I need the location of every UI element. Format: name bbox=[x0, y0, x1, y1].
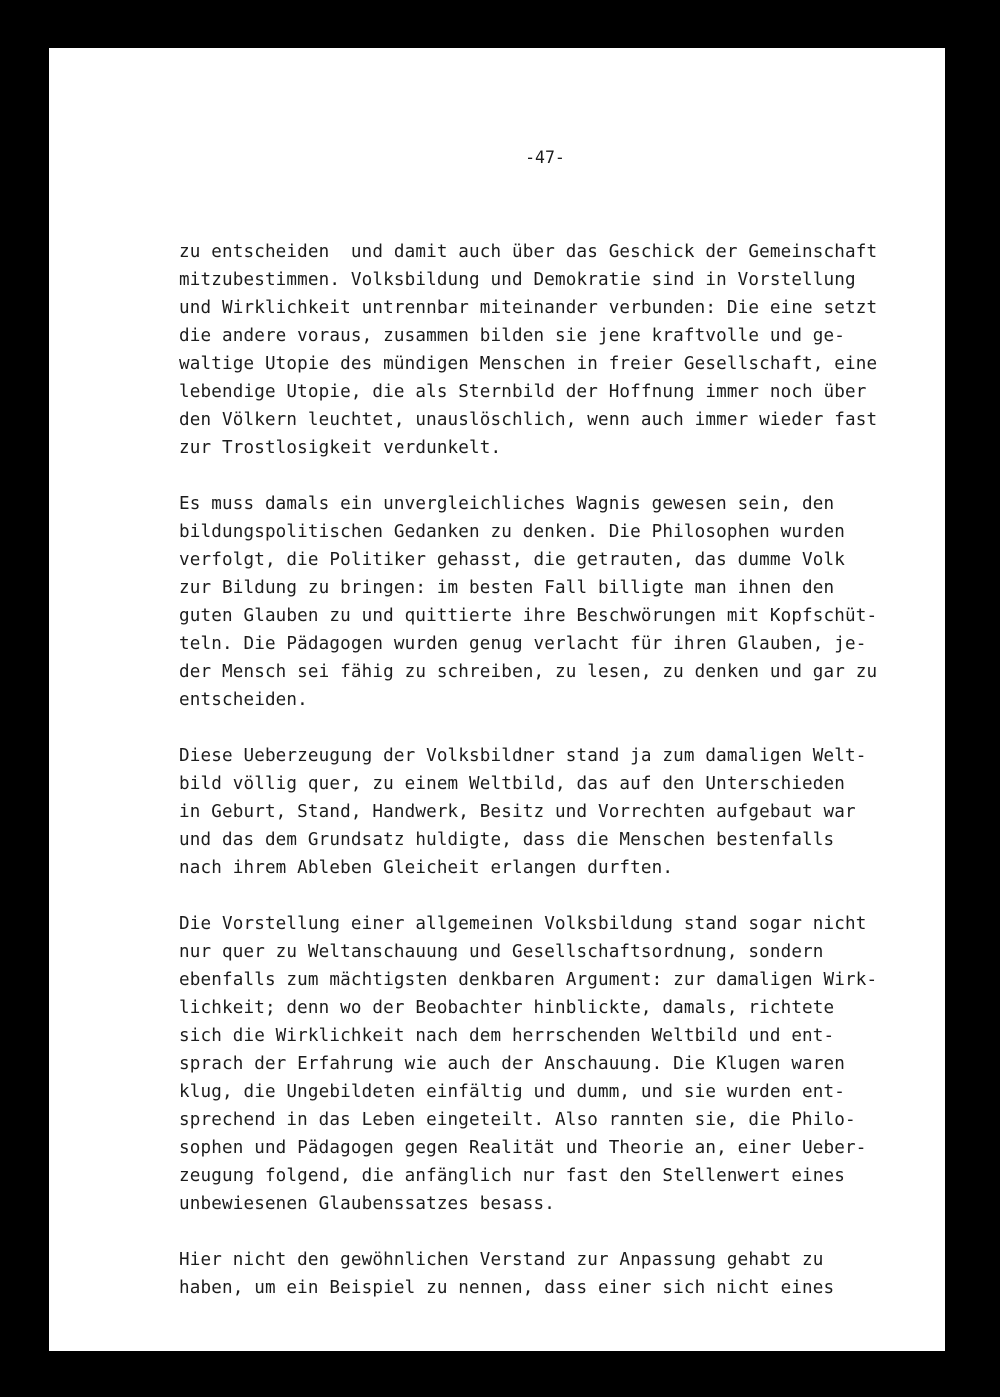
text-line: zur Bildung zu bringen: im besten Fall billigte man ihnen den bbox=[179, 578, 835, 598]
text-line: guten Glauben zu und quittierte ihre Beschwörungen mit Kopfschüt- bbox=[179, 606, 878, 626]
text-line: lichkeit; denn wo der Beobachter hinblickte, damals, richtete bbox=[179, 998, 835, 1018]
text-line: unbewiesenen Glaubenssatzes besass. bbox=[179, 1194, 555, 1214]
page-number-text: -47- bbox=[525, 148, 565, 167]
text-line: mitzubestimmen. Volksbildung und Demokratie sind in Vorstellung bbox=[179, 270, 856, 290]
text-line: zu entscheiden und damit auch über das Geschick der Gemeinschaft bbox=[179, 242, 878, 262]
body-text bbox=[179, 238, 877, 1302]
text-line: und Wirklichkeit untrennbar miteinander verbunden: Die eine setzt bbox=[179, 298, 878, 318]
text-line: Hier nicht den gewöhnlichen Verstand zur Anpassung gehabt zu bbox=[179, 1250, 824, 1270]
paragraph-gap bbox=[179, 882, 877, 910]
paragraph-gap bbox=[179, 462, 877, 490]
text-line: die andere voraus, zusammen bilden sie jene kraftvolle und ge- bbox=[179, 326, 846, 346]
text-line: teln. Die Pädagogen wurden genug verlacht für ihren Glauben, je- bbox=[179, 634, 867, 654]
text-line: und das dem Grundsatz huldigte, dass die Menschen bestenfalls bbox=[179, 830, 835, 850]
text-line: verfolgt, die Politiker gehasst, die getrauten, das dumme Volk bbox=[179, 550, 846, 570]
text-line: sprach der Erfahrung wie auch der Anschauung. Die Klugen waren bbox=[179, 1054, 846, 1074]
text-line: Diese Ueberzeugung der Volksbildner stand ja zum damaligen Welt- bbox=[179, 746, 867, 766]
paragraph bbox=[179, 1246, 877, 1302]
text-line: waltige Utopie des mündigen Menschen in freier Gesellschaft, eine bbox=[179, 354, 878, 374]
text-line: entscheiden. bbox=[179, 690, 308, 710]
paragraph-gap bbox=[179, 1218, 877, 1246]
paragraph bbox=[179, 910, 877, 1218]
page-number bbox=[49, 148, 945, 167]
text-line: der Mensch sei fähig zu schreiben, zu lesen, zu denken und gar zu bbox=[179, 662, 878, 682]
text-line: Die Vorstellung einer allgemeinen Volksbildung stand sogar nicht bbox=[179, 914, 867, 934]
text-line: sprechend in das Leben eingeteilt. Also rannten sie, die Philo- bbox=[179, 1110, 856, 1130]
text-line: bild völlig quer, zu einem Weltbild, das auf den Unterschieden bbox=[179, 774, 846, 794]
document-page bbox=[49, 48, 945, 1351]
paragraph bbox=[179, 238, 877, 462]
text-line: klug, die Ungebildeten einfältig und dumm, und sie wurden ent- bbox=[179, 1082, 846, 1102]
text-line: zeugung folgend, die anfänglich nur fast den Stellenwert eines bbox=[179, 1166, 846, 1186]
text-line: lebendige Utopie, die als Sternbild der Hoffnung immer noch über bbox=[179, 382, 867, 402]
text-line: nach ihrem Ableben Gleicheit erlangen durften. bbox=[179, 858, 674, 878]
text-line: sich die Wirklichkeit nach dem herrschenden Weltbild und ent- bbox=[179, 1026, 835, 1046]
text-line: zur Trostlosigkeit verdunkelt. bbox=[179, 438, 502, 458]
text-line: in Geburt, Stand, Handwerk, Besitz und Vorrechten aufgebaut war bbox=[179, 802, 856, 822]
text-line: den Völkern leuchtet, unauslöschlich, wenn auch immer wieder fast bbox=[179, 410, 878, 430]
text-line: sophen und Pädagogen gegen Realität und Theorie an, einer Ueber- bbox=[179, 1138, 867, 1158]
text-line: ebenfalls zum mächtigsten denkbaren Argument: zur damaligen Wirk- bbox=[179, 970, 878, 990]
paragraph bbox=[179, 490, 877, 714]
text-line: Es muss damals ein unvergleichliches Wagnis gewesen sein, den bbox=[179, 494, 835, 514]
text-line: nur quer zu Weltanschauung und Gesellschaftsordnung, sondern bbox=[179, 942, 824, 962]
text-line: bildungspolitischen Gedanken zu denken. Die Philosophen wurden bbox=[179, 522, 846, 542]
text-line: haben, um ein Beispiel zu nennen, dass einer sich nicht eines bbox=[179, 1278, 835, 1298]
paragraph bbox=[179, 742, 877, 882]
paragraph-gap bbox=[179, 714, 877, 742]
